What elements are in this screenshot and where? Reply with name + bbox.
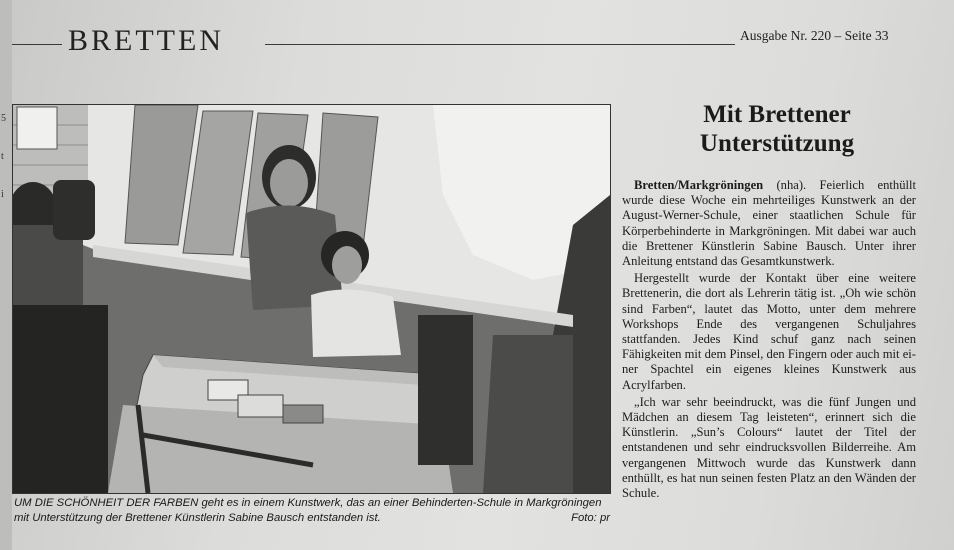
page-edge [0, 0, 12, 550]
header-rule-right [265, 44, 735, 45]
article-headline [622, 100, 932, 158]
photo-scene [13, 105, 610, 493]
caption-text: geht es in einem Kunstwerk, das an einer Behinderten-Schule in Markgröningen mit Unterstützung der Brettener Künstlerin Sabine Bausch entstanden ist. [14, 497, 602, 524]
article-body [622, 178, 916, 503]
article-paragraph [622, 178, 916, 269]
header-rule-left [12, 44, 62, 45]
article-paragraph: Hergestellt wurde der Kontakt über eine weitere Brettenerin, die dort als Lehrerin tätig ist. „Oh wie schön sind Farben“, lautet das Motto, unter dem mehrere Workshops Ende des vergangenen Schuljahres stattfanden. Jedes Kind schuf ganz nach seinen Fähigkeiten mit dem Pinsel, den Fingern oder auch mit einer Spachtel ein eigenes kleines Kunstwerk aus Acrylfarben. [622, 271, 916, 392]
headline-line: Unterstützung [699, 130, 855, 157]
issue-info: Ausgabe Nr. 220 – Seite 33 [740, 28, 889, 43]
caption-lead: UM DIE SCHÖNHEIT DER FARBEN [14, 497, 199, 509]
photo-caption [14, 496, 610, 526]
paragraph-text: (nha). Feierlich enthüllt wurde diese Woche ein mehrteiliges Kunstwerk an der August-Werner-Schule, einer staatlichen Schule für Körperbehinderte in Markgröningen. Mit dabei war auch die Brettener Künstlerin Sabine Bausch. Unter ihrer Anleitung entstand das Gesamtkunstwerk. [622, 178, 916, 269]
edge-char: i [1, 189, 4, 200]
headline-line: Mit Brettener [703, 101, 851, 128]
article-paragraph: „Ich war sehr beeindruckt, was die fünf Jungen und Mädchen an diesem Tag leisteten“, erinnert sich die Künstlerin. „Sun’s Colours“ lautet der Titel der entstandenen und sehr eindrucksvollen Bilderreihe. Am vergangenen Mittwoch wurde das Kunstwerk dann enthüllt, es hat nun seinen festen Platz an den Wänden der Schule. [622, 394, 916, 501]
photo-credit: Foto: pr [571, 512, 610, 524]
adjacent-column-fragments [1, 100, 6, 214]
dateline: Bretten/Markgröningen [634, 178, 764, 192]
edge-char: 5 [1, 113, 6, 124]
edge-char: t [1, 151, 4, 162]
article-photo [12, 104, 611, 494]
section-title: BRETTEN [68, 24, 224, 57]
